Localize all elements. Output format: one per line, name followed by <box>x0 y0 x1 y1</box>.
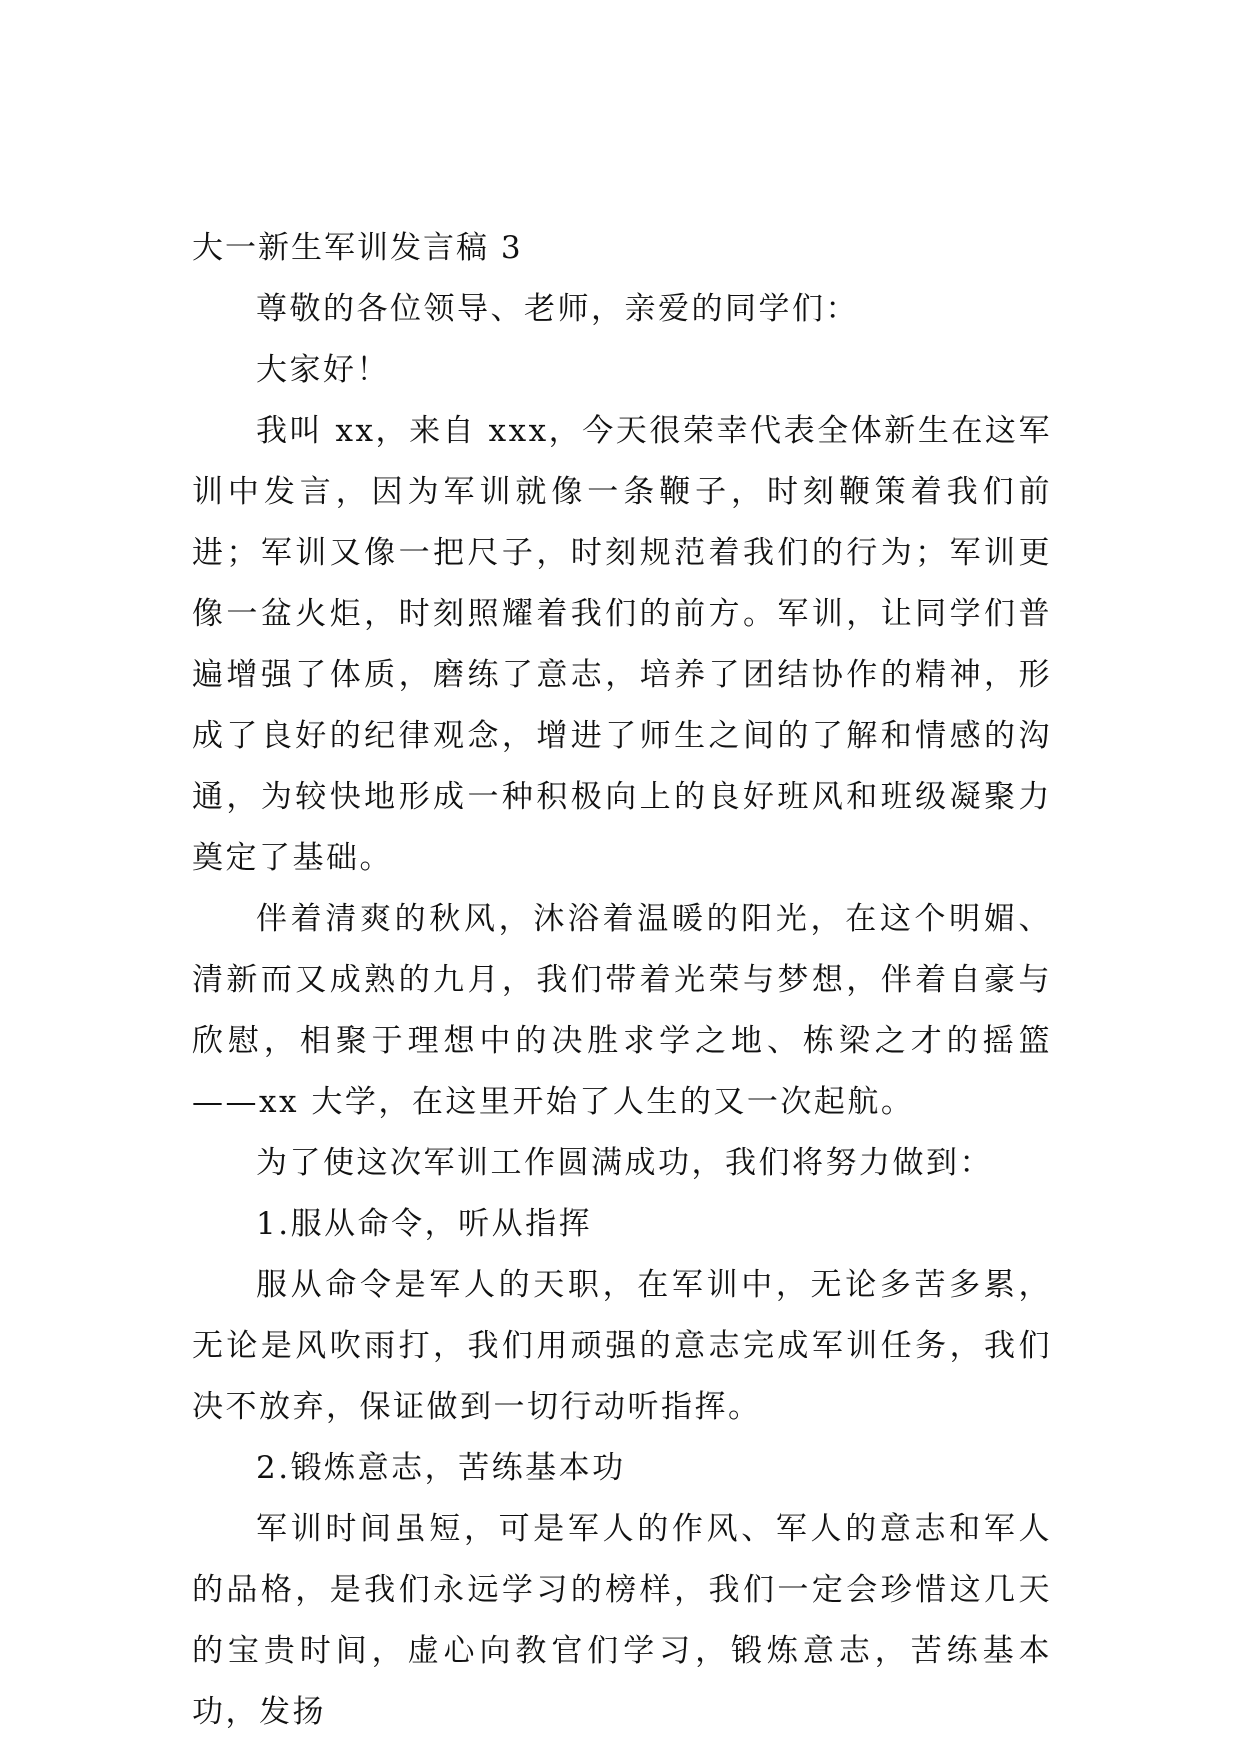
greeting: 尊敬的各位领导、老师，亲爱的同学们： <box>256 291 859 327</box>
section-heading-2: 2.锻炼意志，苦练基本功 <box>256 1450 626 1486</box>
hello-line: 大家好！ <box>256 352 390 388</box>
paragraph-autumn: 伴着清爽的秋风，沐浴着温暖的阳光，在这个明媚、清新而又成熟的九月，我们带着光荣与梦想，伴着自豪与欣慰，相聚于理想中的决胜求学之地、栋梁之才的摇篮——xx 大学，在这里开始了人生的又一次起航。 <box>192 901 1052 1120</box>
paragraph-commitment: 为了使这次军训工作圆满成功，我们将努力做到： <box>256 1145 993 1181</box>
section-heading-1: 1.服从命令，听从指挥 <box>256 1206 593 1242</box>
document-title: 大一新生军训发言稿 3 <box>192 230 523 266</box>
section-body-2: 军训时间虽短，可是军人的作风、军人的意志和军人的品格，是我们永远学习的榜样，我们一定会珍惜这几天的宝贵时间，虚心向教官们学习，锻炼意志，苦练基本功，发扬 <box>192 1511 1052 1730</box>
section-body-1: 服从命令是军人的天职，在军训中，无论多苦多累，无论是风吹雨打，我们用顽强的意志完成军训任务，我们决不放弃，保证做到一切行动听指挥。 <box>192 1267 1052 1425</box>
paragraph-intro: 我叫 xx，来自 xxx，今天很荣幸代表全体新生在这军训中发言，因为军训就像一条鞭子，时刻鞭策着我们前进；军训又像一把尺子，时刻规范着我们的行为；军训更像一盆火炬，时刻照耀着我们的前方。军训，让同学们普遍增强了体质，磨练了意志，培养了团结协作的精神，形成了良好的纪律观念，增进了师生之间的了解和情感的沟通，为较快地形成一种积极向上的良好班风和班级凝聚力奠定了基础。 <box>192 413 1052 876</box>
document-body <box>192 218 1052 1743</box>
